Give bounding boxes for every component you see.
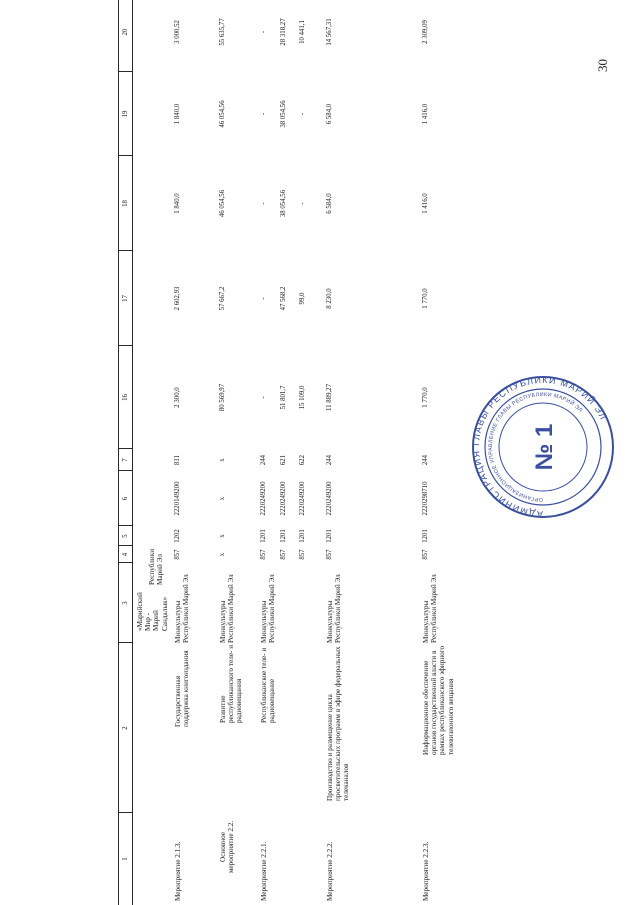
cell-col7: х bbox=[219, 458, 226, 462]
cell-col17: - bbox=[260, 297, 267, 300]
cell-col6: 2220298710 bbox=[422, 481, 429, 516]
row-description: Республиканское теле- и радиовещание bbox=[260, 647, 277, 723]
cell-col19: 6 584,0 bbox=[326, 103, 333, 125]
col-header-4: 4 bbox=[122, 552, 129, 557]
cell-col16: - bbox=[260, 396, 267, 399]
cell-col4: 857 bbox=[280, 549, 287, 560]
col-header-3: 3 bbox=[122, 601, 129, 605]
cell-col18: 1 840,0 bbox=[174, 193, 181, 214]
cell-col18: - bbox=[299, 202, 306, 205]
cell-col16: 51 801,7 bbox=[280, 385, 287, 410]
cell-col19: 46 054,56 bbox=[219, 100, 226, 128]
cell-col6: 2220249200 bbox=[299, 481, 306, 516]
svg-text:ОРГАНИЗАЦИОННОЕ УПРАВЛЕНИЕ ГЛА: ОРГАНИЗАЦИОННОЕ УПРАВЛЕНИЕ ГЛАВЫ РЕСПУБЛИКИ МАРИЙ ЭЛ bbox=[487, 391, 584, 503]
col-header-6: 6 bbox=[122, 496, 129, 501]
cell-col17: 57 667,2 bbox=[219, 286, 226, 311]
cell-col17: 47 568,2 bbox=[280, 286, 287, 311]
cell-col5: 1201 bbox=[299, 529, 306, 543]
cell-col20: 3 000,52 bbox=[174, 20, 181, 44]
cell-col19: 1 840,0 bbox=[174, 103, 181, 125]
row-label: Основное мероприятие 2.2. bbox=[219, 820, 236, 874]
table-rule-top bbox=[118, 0, 119, 905]
cell-col16: 2 300,0 bbox=[174, 387, 181, 408]
cell-col7: 244 bbox=[422, 454, 429, 466]
row-description: Информационное обеспечение органов государственной власти в рамках республиканского эфирного телевизионного вещания bbox=[422, 645, 455, 755]
col-header-20: 20 bbox=[122, 28, 129, 36]
column-divider bbox=[118, 525, 132, 526]
column-divider bbox=[118, 155, 132, 156]
row-executor: Минкультуры Республики Марий Эл bbox=[174, 574, 191, 643]
cell-col20: 2 309,09 bbox=[422, 20, 429, 44]
cell-col19: - bbox=[260, 112, 267, 116]
cell-col19: 38 054,56 bbox=[280, 100, 287, 128]
row-executor: Минкультуры Республики Марий Эл bbox=[260, 574, 277, 643]
col-header-17: 17 bbox=[122, 295, 129, 302]
page-number: 30 bbox=[595, 59, 610, 72]
cell-col5: х bbox=[219, 534, 226, 538]
col-header-5: 5 bbox=[122, 534, 129, 538]
cell-col5: 1201 bbox=[280, 529, 287, 543]
row-executor: Минкультуры Республики Марий Эл bbox=[326, 574, 343, 643]
col-header-19: 19 bbox=[122, 110, 129, 118]
column-divider bbox=[118, 345, 132, 346]
row-label: Мероприятие 2.2.2. bbox=[326, 841, 334, 901]
row-executor: Минкультуры Республики Марий Эл bbox=[422, 574, 439, 643]
cell-col16: 80 569,97 bbox=[219, 383, 226, 412]
col-header-1: 1 bbox=[122, 857, 129, 861]
cell-col19: - bbox=[299, 112, 306, 116]
cell-col17: 1 770,0 bbox=[422, 288, 429, 309]
svg-text:АДМИНИСТРАЦИЯ ГЛАВЫ РЕСПУБЛИКИ: АДМИНИСТРАЦИЯ ГЛАВЫ РЕСПУБЛИКИ МАРИЙ ЭЛ bbox=[470, 374, 609, 520]
row-description: Государственная поддержка книгоиздания bbox=[174, 650, 191, 727]
column-divider bbox=[118, 562, 132, 563]
cell-col20: 14 567,31 bbox=[326, 18, 333, 46]
cell-col18: 1 416,0 bbox=[422, 193, 429, 214]
svg-text:№ 1: № 1 bbox=[531, 423, 558, 471]
row-description: «Марийский Мир - Марий Сандалык» bbox=[136, 592, 169, 631]
cell-col4: 857 bbox=[260, 549, 267, 560]
row-label: Мероприятие 2.2.1. bbox=[260, 841, 268, 901]
cell-col20: - bbox=[260, 30, 267, 34]
row-description: Развитие республиканского теле- и радиовещания bbox=[219, 644, 244, 723]
cell-col16: 11 889,27 bbox=[326, 384, 333, 411]
cell-col16: 15 109,0 bbox=[299, 385, 306, 410]
cell-col17: 99,0 bbox=[299, 292, 306, 305]
cell-col6: х bbox=[219, 496, 226, 501]
cell-col4: 857 bbox=[174, 549, 181, 560]
cell-col5: 1201 bbox=[326, 529, 333, 543]
cell-col4: х bbox=[219, 552, 226, 557]
column-divider bbox=[118, 470, 132, 471]
cell-col5: 1201 bbox=[422, 529, 429, 543]
column-divider bbox=[118, 812, 132, 813]
row-description: Производство и размещение цикла просветительских программ в эфире федеральных телеканалов bbox=[326, 646, 351, 801]
cell-col7: 244 bbox=[326, 454, 333, 466]
cell-col18: 46 054,56 bbox=[219, 189, 226, 218]
row-executor: Республики Марий Эл bbox=[148, 548, 165, 585]
cell-col17: 8 230,0 bbox=[326, 288, 333, 309]
cell-col7: 622 bbox=[299, 454, 306, 466]
col-header-16: 16 bbox=[122, 394, 129, 401]
cell-col7: 621 bbox=[280, 454, 287, 466]
column-divider bbox=[118, 642, 132, 643]
cell-col5: 1201 bbox=[260, 529, 267, 543]
cell-col6: 2220149200 bbox=[174, 481, 181, 516]
column-divider bbox=[118, 545, 132, 546]
row-label: Мероприятие 2.2.3. bbox=[422, 841, 430, 901]
row-label: Мероприятие 2.1.3. bbox=[174, 841, 182, 901]
column-divider bbox=[118, 448, 132, 449]
cell-col4: 857 bbox=[422, 549, 429, 560]
official-stamp bbox=[468, 372, 618, 522]
table-rule-header bbox=[132, 0, 133, 905]
cell-col18: - bbox=[260, 202, 267, 205]
cell-col5: 1202 bbox=[174, 529, 181, 543]
cell-col6: 2220249200 bbox=[260, 481, 267, 516]
column-divider bbox=[118, 250, 132, 251]
cell-col6: 2220249200 bbox=[326, 481, 333, 516]
cell-col19: 1 416,0 bbox=[422, 103, 429, 125]
cell-col4: 857 bbox=[326, 549, 333, 560]
cell-col7: 811 bbox=[174, 455, 181, 465]
cell-col18: 6 584,0 bbox=[326, 193, 333, 214]
row-executor: Минкультуры Республики Марий Эл bbox=[219, 574, 236, 643]
col-header-7: 7 bbox=[122, 458, 129, 462]
cell-col20: 28 318,27 bbox=[280, 18, 287, 46]
column-divider bbox=[118, 71, 132, 72]
cell-col20: 55 635,77 bbox=[219, 18, 226, 46]
col-header-2: 2 bbox=[122, 726, 129, 730]
cell-col18: 38 054,56 bbox=[280, 189, 287, 218]
cell-col17: 2 602,93 bbox=[174, 286, 181, 311]
cell-col4: 857 bbox=[299, 549, 306, 560]
cell-col16: 1 770,0 bbox=[422, 387, 429, 408]
cell-col6: 2220249200 bbox=[280, 481, 287, 516]
col-header-18: 18 bbox=[122, 200, 129, 207]
cell-col20: 10 441,1 bbox=[299, 20, 306, 44]
cell-col7: 244 bbox=[260, 454, 267, 466]
